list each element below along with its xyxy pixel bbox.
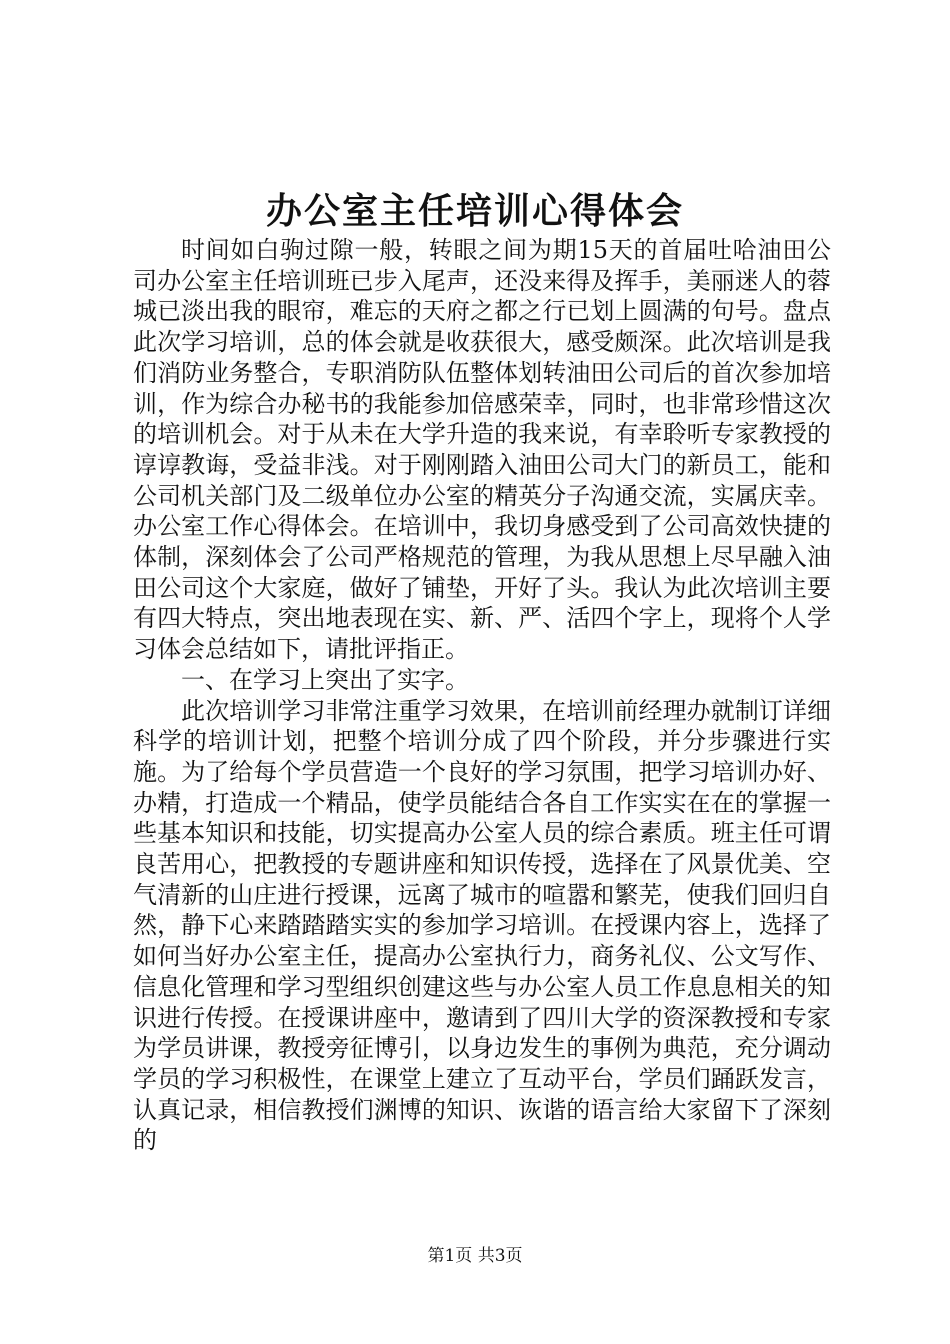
paragraph-section-1: 此次培训学习非常注重学习效果，在培训前经理办就制订详细科学的培训计划，把整个培训分成了四个阶段，并分步骤进行实施。为了给每个学员营造一个良好的学习氛围，把学习培训办好、办精，打造成一个精品，使学员能结合各自工作实实在在的掌握一些基本知识和技能，切实提高办公室人员的综合素质。班主任可谓良苦用心，把教授的专题讲座和知识传授，选择在了风景优美、空气清新的山庄进行授课，远离了城市的喧嚣和繁芜，使我们回归自然，静下心来踏踏踏实实的参加学习培训。在授课内容上，选择了如何当好办公室主任，提高办公室执行力，商务礼仪、公文写作、信息化管理和学习型组织创建这些与办公室人员工作息息相关的知识进行传授。在授课讲座中，邀请到了四川大学的资深教授和专家为学员讲课，教授旁征博引，以身边发生的事例为典范，充分调动学员的学习积极性，在课堂上建立了互动平台，学员们踊跃发言，认真记录，相信教授们渊博的知识、诙谐的语言给大家留下了深刻的 [133, 696, 831, 1155]
document-body [133, 235, 831, 1156]
document-title: 办公室主任培训心得体会 [265, 190, 684, 232]
section-heading-1: 一、在学习上突出了实字。 [181, 665, 469, 694]
page-number-footer: 第1页 共3页 [427, 1246, 523, 1266]
paragraph-intro: 时间如白驹过隙一般，转眼之间为期15天的首届吐哈油田公司办公室主任培训班已步入尾声，还没来得及挥手，美丽迷人的蓉城已淡出我的眼帘，难忘的天府之都之行已划上圆满的句号。盘点此次学习培训，总的体会就是收获很大，感受颇深。此次培训是我们消防业务整合，专职消防队伍整体划转油田公司后的首次参加培训，作为综合办秘书的我能参加倍感荣幸，同时，也非常珍惜这次的培训机会。对于从未在大学升造的我来说，有幸聆听专家教授的谆谆教诲，受益非浅。对于刚刚踏入油田公司大门的新员工，能和公司机关部门及二级单位办公室的精英分子沟通交流，实属庆幸。办公室工作心得体会。在培训中，我切身感受到了公司高效快捷的体制，深刻体会了公司严格规范的管理，为我从思想上尽早融入油田公司这个大家庭，做好了铺垫，开好了头。我认为此次培训主要有四大特点，突出地表现在实、新、严、活四个字上，现将个人学习体会总结如下，请批评指正。 [133, 236, 831, 664]
